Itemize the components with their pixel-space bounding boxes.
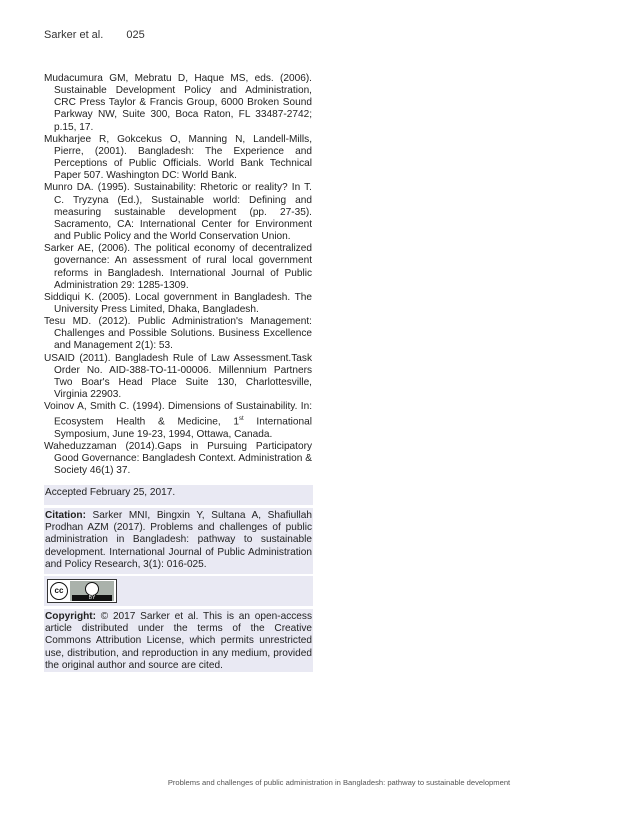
copyright-box: [44, 609, 313, 672]
page-number: 025: [126, 29, 145, 41]
reference-item: USAID (2011). Bangladesh Rule of Law Assessment.Task Order No. AID-388-TO-11-00006. Millennium Partners Two Boar's Head Place Suite 130, Charlottesville, Virginia 22903.: [44, 352, 312, 401]
cc-logo-icon: cc: [50, 582, 68, 600]
running-footer: Problems and challenges of public administration in Bangladesh: pathway to sustainable development: [167, 778, 511, 787]
reference-list: [44, 73, 312, 478]
header-authors: Sarker et al.: [44, 29, 104, 41]
reference-item: Waheduzzaman (2014).Gaps in Pursuing Participatory Good Governance: Bangladesh Context. Administration & Society 46(1) 37.: [44, 441, 312, 477]
copyright-text: [44, 609, 313, 672]
cc-by-label: BY: [72, 595, 112, 601]
reference-item: Siddiqui K. (2005). Local government in Bangladesh. The University Press Limited, Dhaka, Bangladesh.: [44, 291, 312, 315]
voinov-sup: st: [239, 416, 244, 423]
reference-item: Munro DA. (1995). Sustainability: Rhetoric or reality? In T. C. Tryzyna (Ed.), Sustainable world: Defining and measuring sustainable development (pp. 27-35). Sacramento, CA: International Center for Environment and Public Policy and the World Conservation Union.: [44, 182, 312, 243]
reference-item-voinov: [44, 401, 312, 441]
voinov-after: International Symposium, June 19-23, 1994, Ottawa, Canada.: [54, 416, 312, 440]
accepted-date: Accepted February 25, 2017.: [45, 487, 176, 498]
license-box: [44, 576, 313, 606]
copyright-body: © 2017 Sarker et al. This is an open-access article distributed under the terms of the Creative Commons Attribution License, which permits unrestricted use, distribution, and reproduction in any medium, provided the original author and source are cited.: [45, 611, 312, 671]
citation-text: [44, 508, 313, 571]
copyright-label: Copyright:: [45, 611, 97, 622]
cc-by-license-icon[interactable]: [47, 579, 117, 603]
cc-attribution-panel: [70, 581, 114, 601]
citation-label: Citation:: [45, 510, 86, 521]
citation-body: Sarker MNI, Bingxin Y, Sultana A, Shafiullah Prodhan AZM (2017). Problems and challenges of public administration in Bangladesh: pathway to sustainable development. International Journal of Public Administration and Policy Research, 3(1): 016-025.: [45, 510, 312, 570]
reference-item: Sarker AE, (2006). The political economy of decentralized governance: An assessment of rural local government reforms in Bangladesh. International Journal of Public Administration 29: 1285-1309.: [44, 243, 312, 291]
voinov-before: Voinov A, Smith C. (1994). Dimensions of Sustainability. In: Ecosystem Health & Medicine, 1: [44, 401, 312, 428]
accepted-box: [44, 485, 313, 505]
reference-item: Tesu MD. (2012). Public Administration's Management: Challenges and Possible Solutions. Business Excellence and Management 2(1): 53.: [44, 316, 312, 352]
reference-item: Mudacumura GM, Mebratu D, Haque MS, eds. (2006). Sustainable Development Policy and Administration, CRC Press Taylor & Francis Group, 6000 Broken Sound Parkway NW, Suite 300, Boca Raton, FL 33487-2742; p.15, 17.: [44, 73, 312, 133]
person-icon: [85, 582, 99, 596]
reference-item: Mukharjee R, Gokcekus O, Manning N, Landell-Mills, Pierre, (2001). Bangladesh: The Experience and Perceptions of Public Officials. World Bank Technical Paper 507. Washington DC: World Bank.: [44, 133, 312, 182]
citation-box: [44, 508, 313, 574]
running-header: [44, 29, 145, 41]
